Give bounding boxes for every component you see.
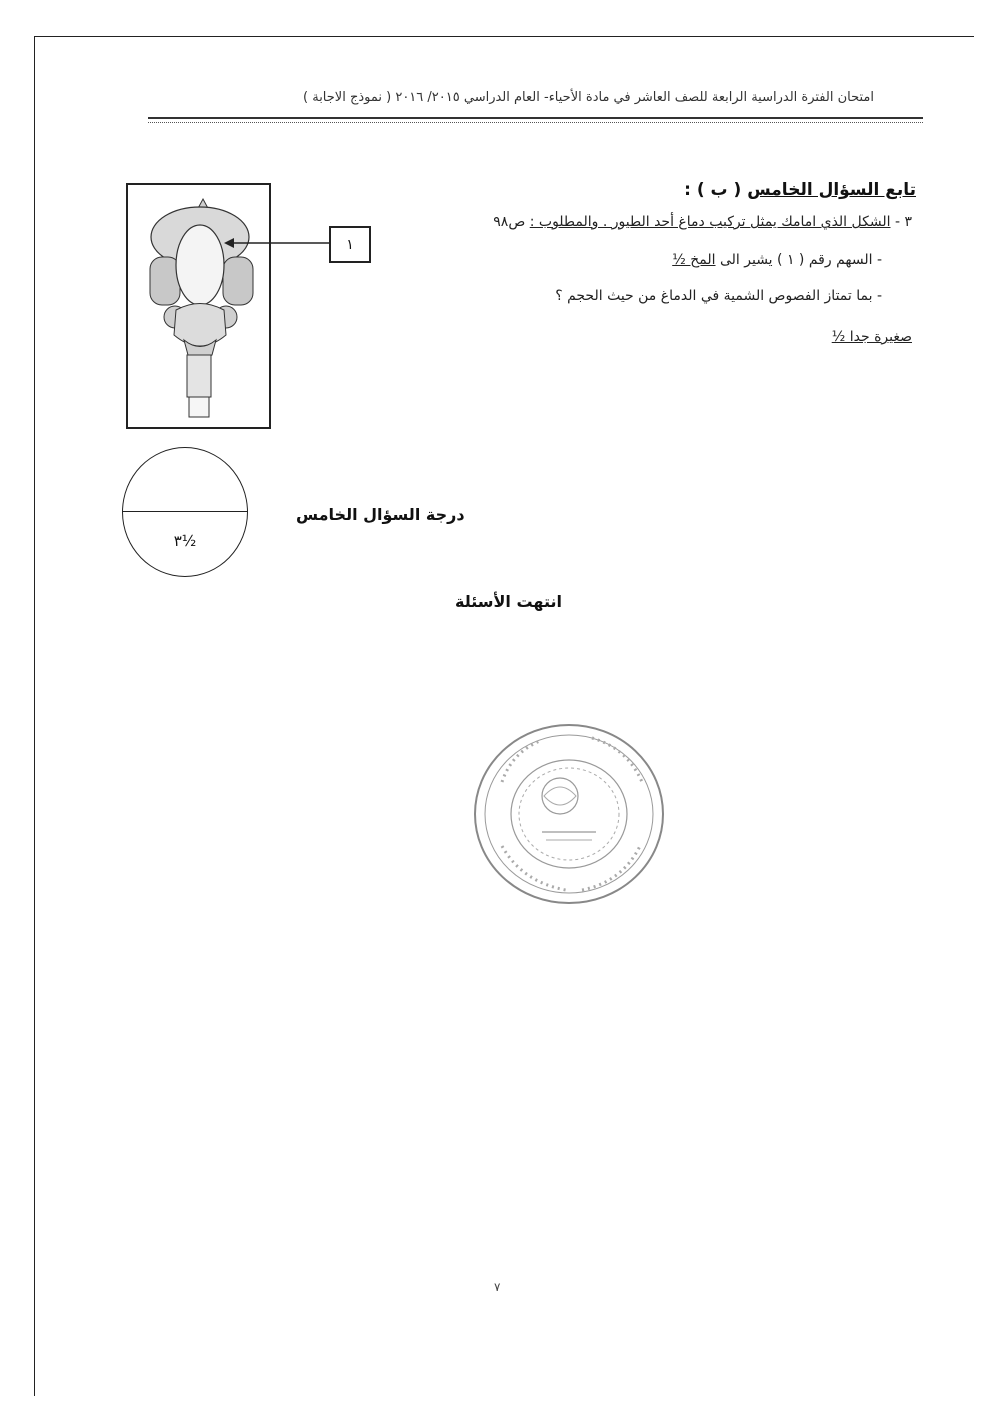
question-title: تابع السؤال الخامس bbox=[747, 180, 916, 200]
question-heading bbox=[684, 180, 916, 200]
official-stamp bbox=[472, 722, 666, 906]
header-rule bbox=[148, 117, 923, 119]
bird-brain-figure bbox=[126, 183, 271, 429]
header-rule-dotted bbox=[148, 122, 923, 123]
figure-label: ١ bbox=[346, 236, 354, 253]
grade-circle bbox=[122, 447, 248, 577]
grade-label: درجة السؤال الخامس bbox=[296, 505, 465, 524]
grade-divider bbox=[123, 511, 247, 512]
item-3-page-ref: ص٩٨ bbox=[493, 214, 526, 230]
sub2-bullet: - bbox=[876, 288, 882, 304]
sub2-answer: صغيرة جدا ½ bbox=[831, 329, 912, 345]
exam-header: امتحان الفترة الدراسية الرابعة للصف العاشر في مادة الأحياء- العام الدراسي ٢٠١٥/ ٢٠١٦ ( نموذج الاجابة ) bbox=[303, 90, 874, 105]
item-3-number: ٣ - bbox=[894, 214, 912, 230]
sub1-answer: المخ ½ bbox=[672, 252, 716, 268]
item-3-text: الشكل الذي امامك يمثل تركيب دماغ أحد الطيور . والمطلوب : bbox=[529, 214, 891, 230]
question-part: ( ب ) : bbox=[684, 180, 742, 200]
figure-label-box bbox=[329, 226, 371, 263]
end-of-questions: انتهت الأسئلة bbox=[455, 592, 562, 611]
sub1-bullet: - bbox=[876, 252, 882, 268]
page-frame-left bbox=[34, 36, 35, 1396]
bird-brain-illustration bbox=[128, 185, 269, 427]
grade-value: ٣½ bbox=[173, 532, 197, 550]
sub1-prompt: السهم رقم ( ١ ) يشير الى bbox=[719, 252, 873, 268]
page-number: ٧ bbox=[494, 1280, 501, 1294]
item-3-sub1 bbox=[672, 252, 882, 268]
item-3-sub2 bbox=[555, 288, 882, 304]
item-3-sub2-answer bbox=[832, 329, 912, 345]
page-frame-top bbox=[34, 36, 974, 37]
item-3-prompt bbox=[493, 214, 912, 230]
sub2-prompt: بما تمتاز الفصوص الشمية في الدماغ من حيث الحجم ؟ bbox=[555, 288, 873, 304]
